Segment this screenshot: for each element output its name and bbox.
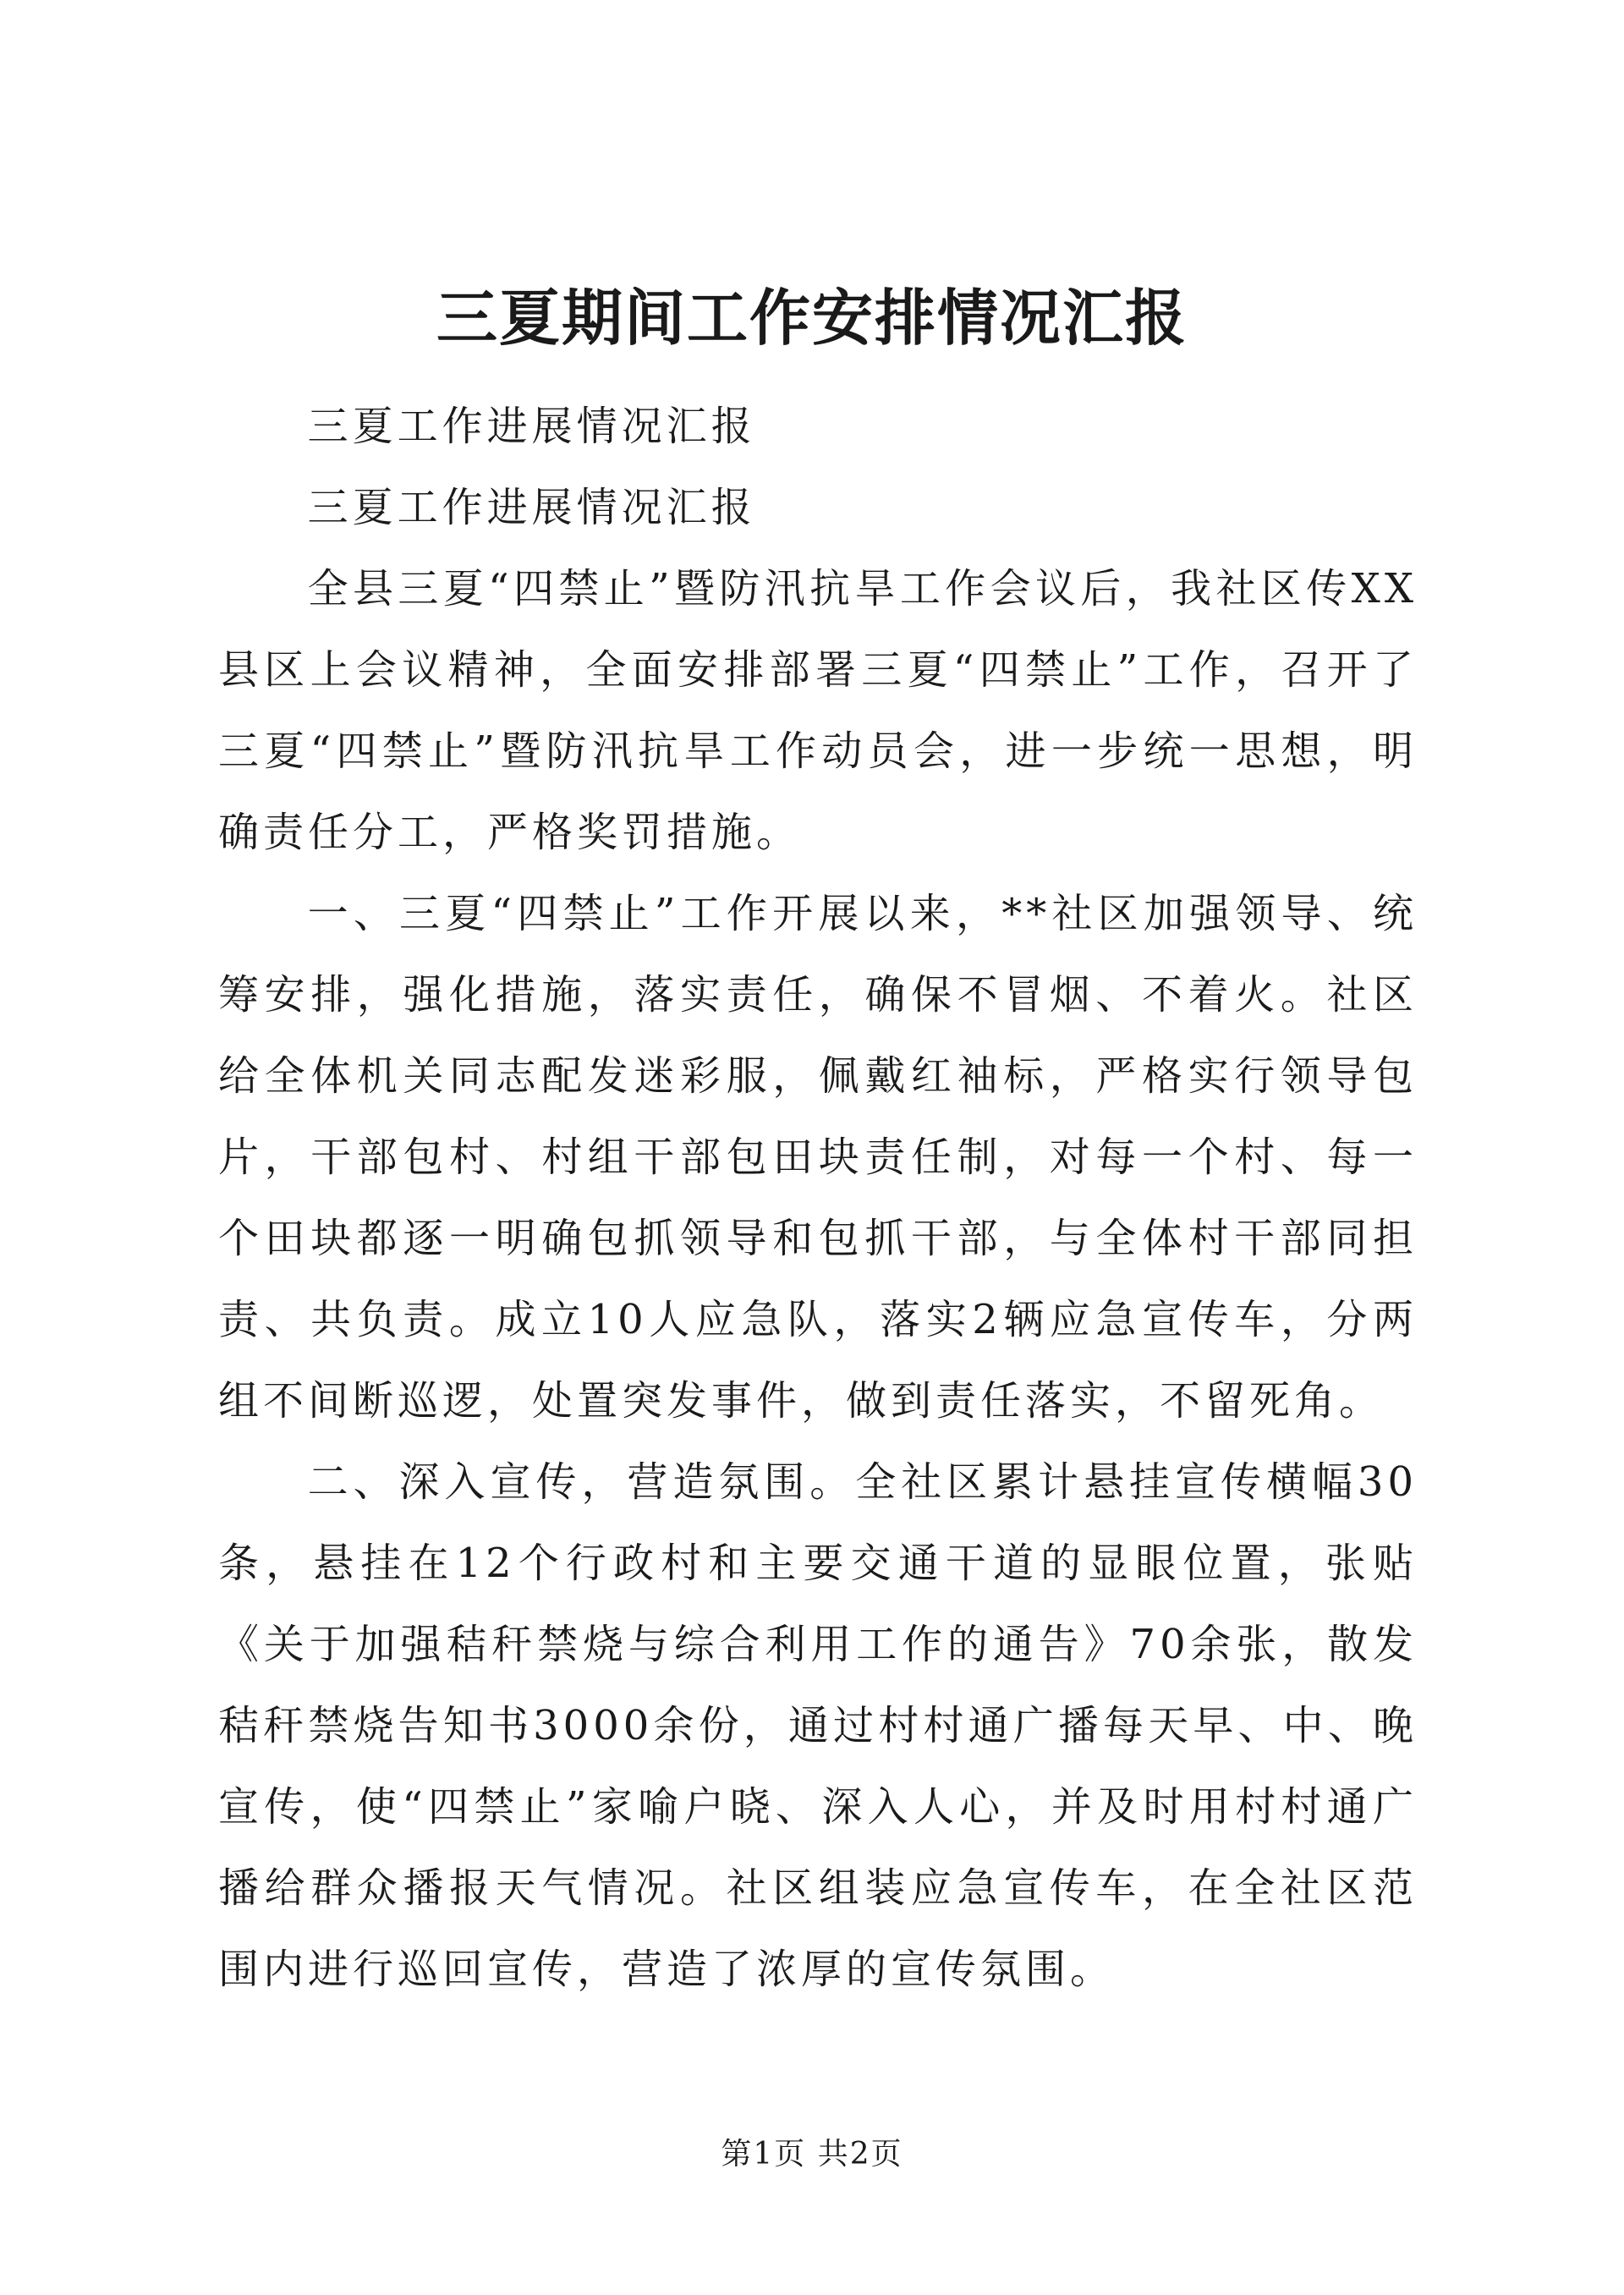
paragraph-section-2: 二、深入宣传，营造氛围。全社区累计悬挂宣传横幅30条，悬挂在12个行政村和主要交通干道的显眼位置，张贴《关于加强秸秆禁烧与综合利用工作的通告》70余张，散发秸秆禁烧告知书3000余份，通过村村通广播每天早、中、晚宣传，使“四禁止”家喻户晓、深入人心，并及时用村村通广播给群众播报天气情况。社区组装应急宣传车，在全社区范围内进行巡回宣传，营造了浓厚的宣传氛围。 (218, 1458, 1418, 1993)
page-number-footer: 第1页 共2页 (721, 2137, 903, 2171)
paragraph-subtitle-2: 三夏工作进展情况汇报 (307, 484, 756, 531)
paragraph-section-1: 一、三夏“四禁止”工作开展以来，**社区加强领导、统筹安排，强化措施，落实责任，确保不冒烟、不着火。社区给全体机关同志配发迷彩服，佩戴红袖标，严格实行领导包片，干部包村、村组干部包田块责任制，对每一个村、每一个田块都逐一明确包抓领导和包抓干部，与全体村干部同担责、共负责。成立10人应急队，落实2辆应急宣传车，分两组不间断巡逻，处置突发事件，做到责任落实，不留死角。 (218, 890, 1418, 1425)
paragraph-intro: 全县三夏“四禁止”暨防汛抗旱工作会议后，我社区传XX县区上会议精神，全面安排部署三夏“四禁止”工作，召开了三夏“四禁止”暨防汛抗旱工作动员会，进一步统一思想，明确责任分工，严格奖罚措施。 (218, 565, 1418, 856)
document-title: 三夏期间工作安排情况汇报 (436, 282, 1188, 354)
paragraph-subtitle-1: 三夏工作进展情况汇报 (307, 403, 756, 450)
document-body (218, 386, 1418, 2010)
